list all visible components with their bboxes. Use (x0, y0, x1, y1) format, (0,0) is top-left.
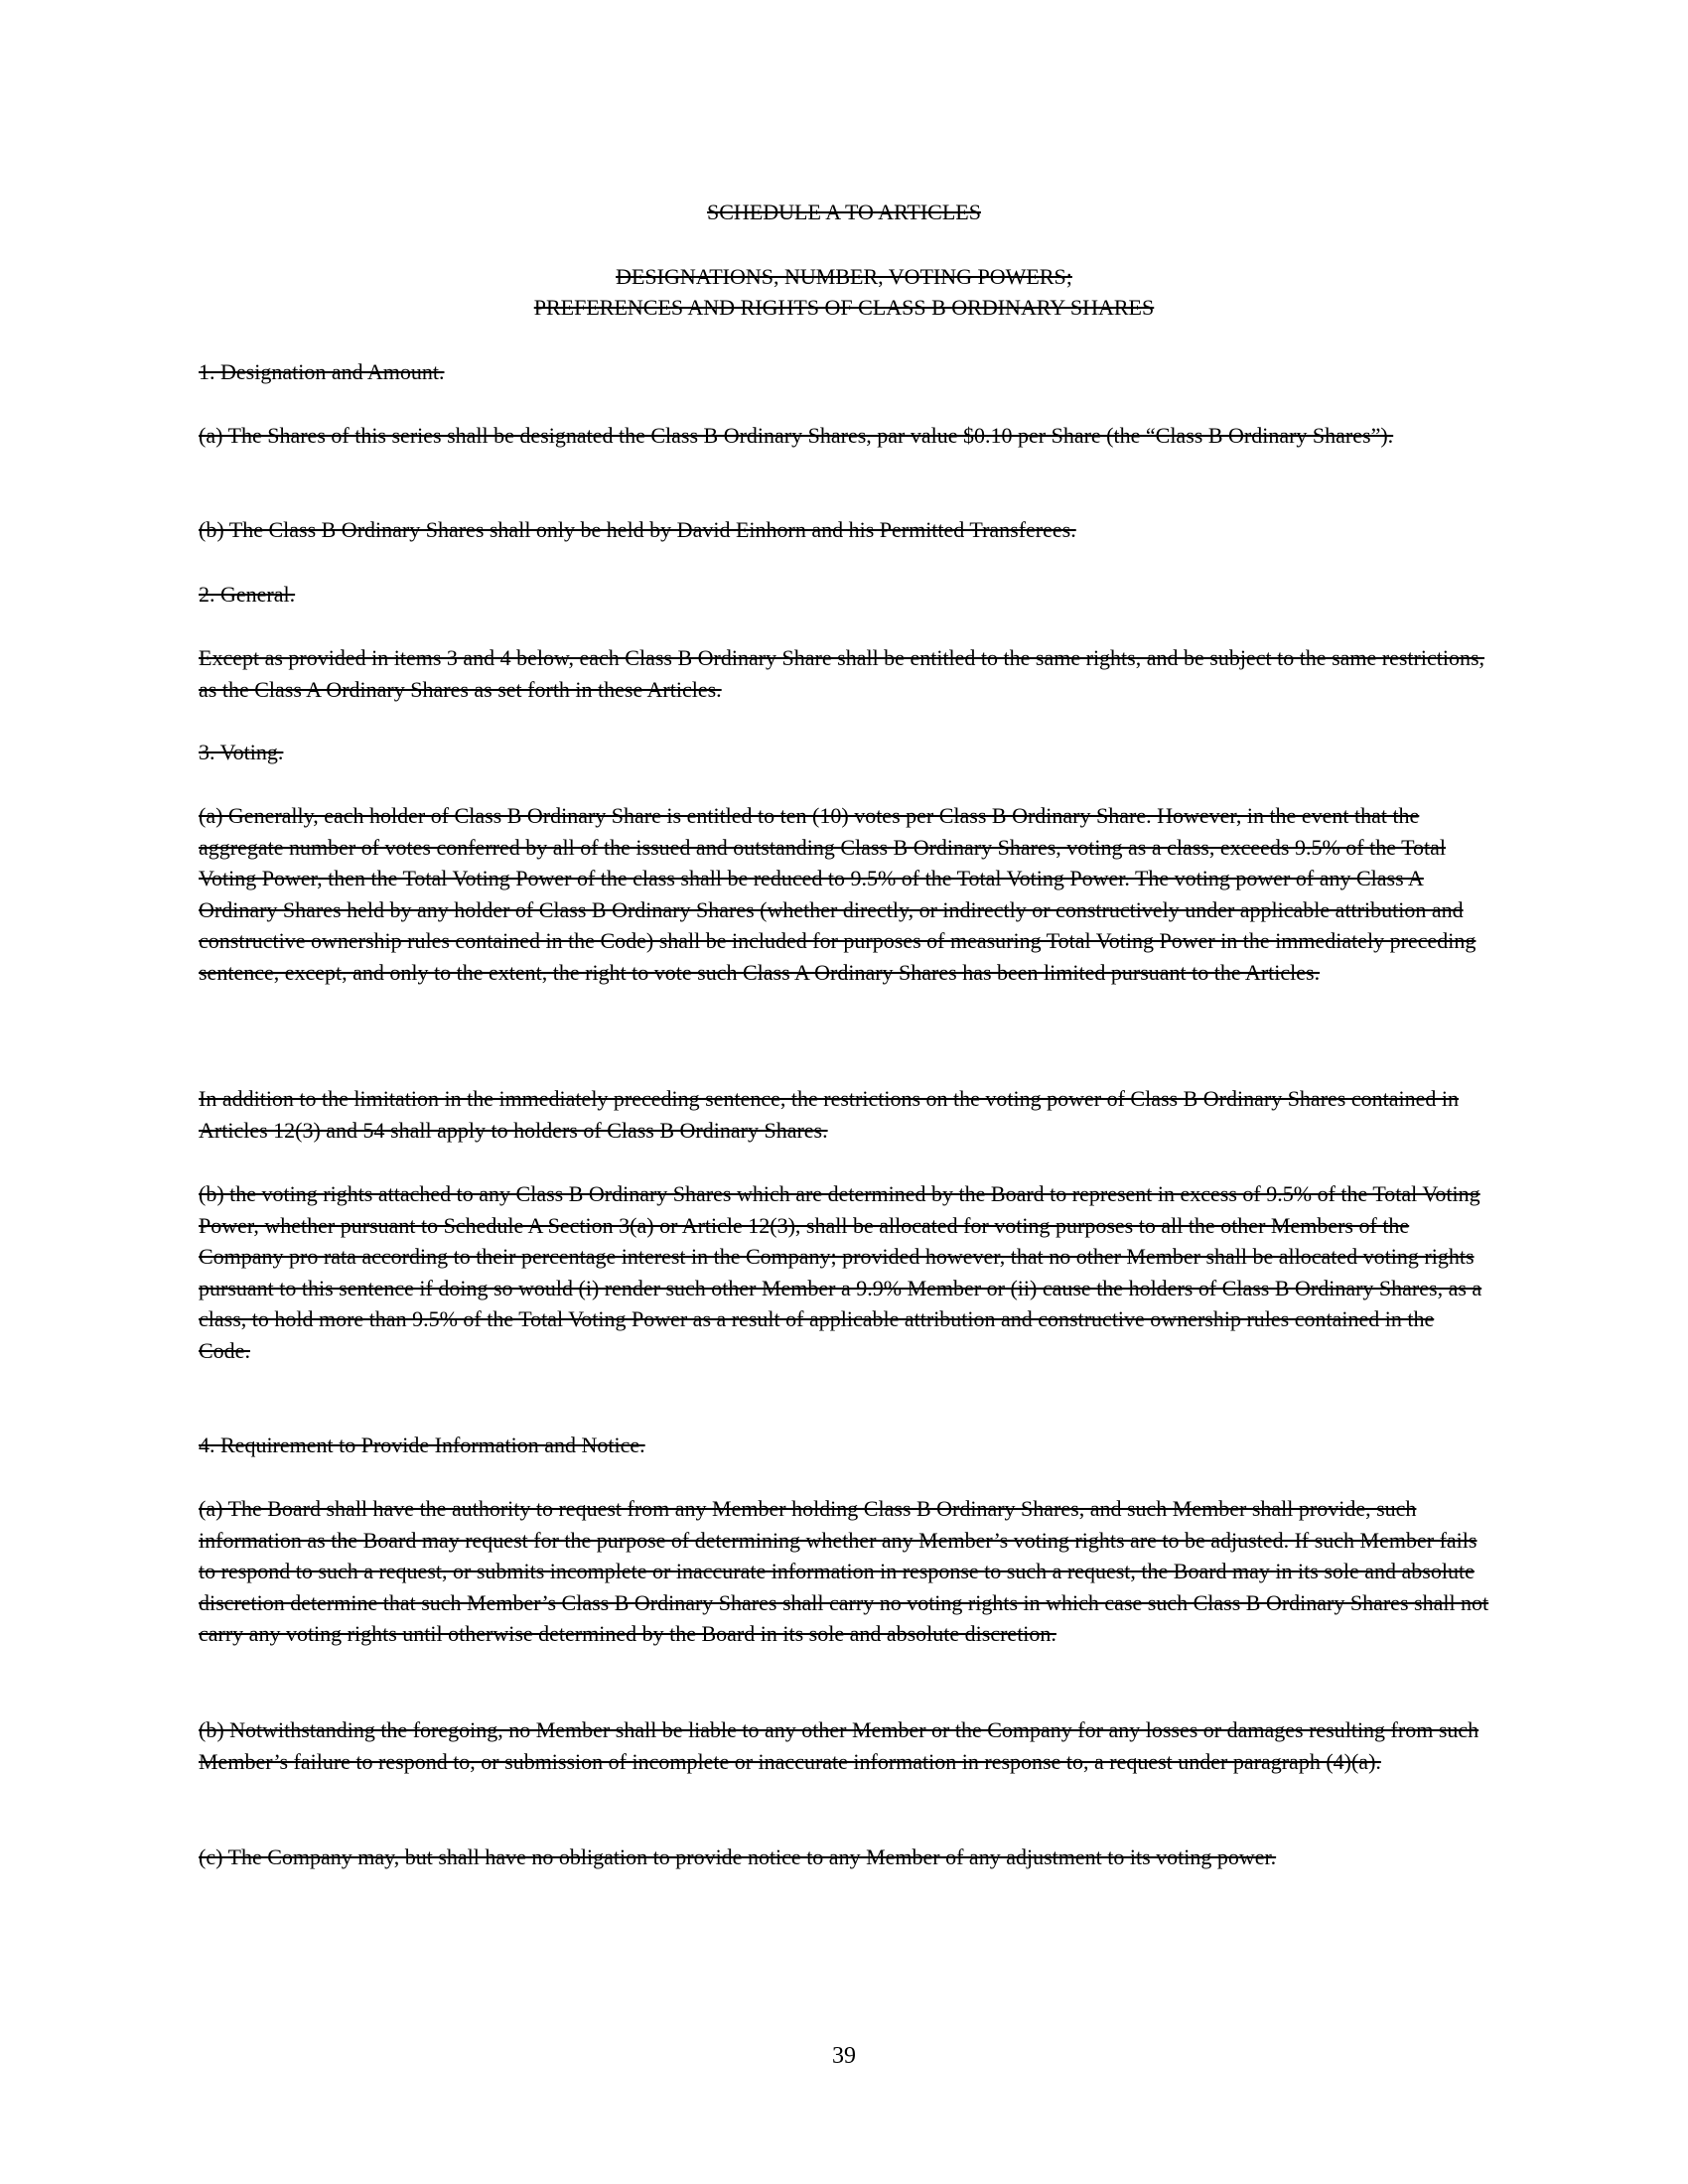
section-1-paragraph-a: (a) The Shares of this series shall be designated the Class B Ordinary Shares, par value $0.10 per Share (the “Class B Ordinary Shares”). (199, 423, 1394, 448)
section-4-paragraph-c: (c) The Company may, but shall have no obligation to provide notice to any Member of any adjustment to its voting power. (199, 1844, 1277, 1869)
section-4-paragraph-a: (a) The Board shall have the authority to request from any Member holding Class B Ordinary Shares, and such Member shall provide, such information as the Board may request for the purpose of determining whether any Member’s voting rights are to be adjusted. If such Member fails to respond to such a request, or submits incomplete or inaccurate information in response to such a request, the Board may in its sole and absolute discretion determine that such Member’s Class B Ordinary Shares shall carry no voting rights in which case such Class B Ordinary Shares shall not carry any voting rights until otherwise determined by the Board in its sole and absolute discretion. (199, 1496, 1489, 1646)
subtitle-line-1: DESIGNATIONS, NUMBER, VOTING POWERS; (616, 264, 1072, 289)
section-3-paragraph-addition: In addition to the limitation in the immediately preceding sentence, the restrictions on the voting power of Class B Ordinary Shares contained in Articles 12(3) and 54 shall apply to holders of Class B Ordinary Shares. (199, 1086, 1459, 1143)
section-4-paragraph-b: (b) Notwithstanding the foregoing, no Member shall be liable to any other Member or the Company for any losses or damages resulting from such Member’s failure to respond to, or submission of incomplete or inaccurate information in response to, a request under paragraph (4)(a). (199, 1717, 1479, 1774)
section-3-paragraph-a: (a) Generally, each holder of Class B Ordinary Share is entitled to ten (10) votes per Class B Ordinary Share. However, in the event that the aggregate number of votes conferred by all of the issued and outstanding Class B Ordinary Shares, voting as a class, exceeds 9.5% of the Total Voting Power, then the Total Voting Power of the class shall be reduced to 9.5% of the Total Voting Power. The voting power of any Class A Ordinary Shares held by any holder of Class B Ordinary Shares (whether directly, or indirectly or constructively under applicable attribution and constructive ownership rules contained in the Code) shall be included for purposes of measuring Total Voting Power in the immediately preceding sentence, except, and only to the extent, the right to vote such Class A Ordinary Shares has been limited pursuant to the Articles. (199, 803, 1477, 985)
section-1-paragraph-b: (b) The Class B Ordinary Shares shall only be held by David Einhorn and his Permitted Transferees. (199, 517, 1076, 542)
section-3-paragraph-b: (b) the voting rights attached to any Class B Ordinary Shares which are determined by the Board to represent in excess of 9.5% of the Total Voting Power, whether pursuant to Schedule A Section 3(a) or Article 12(3), shall be allocated for voting purposes to all the other Members of the Company pro rata according to their percentage interest in the Company; provided however, that no other Member shall be allocated voting rights pursuant to this sentence if doing so would (i) render such other Member a 9.9% Member or (ii) cause the holders of Class B Ordinary Shares, as a class, to hold more than 9.5% of the Total Voting Power as a result of applicable attribution and constructive ownership rules contained in the Code. (199, 1181, 1482, 1363)
section-4-heading: 4. Requirement to Provide Information and Notice. (199, 1433, 645, 1457)
page-number: 39 (832, 2043, 856, 2069)
subtitle-line-2: PREFERENCES AND RIGHTS OF CLASS B ORDINARY SHARES (533, 295, 1155, 320)
schedule-title: SCHEDULE A TO ARTICLES (707, 200, 981, 224)
section-2-paragraph: Except as provided in items 3 and 4 below, each Class B Ordinary Share shall be entitled to the same rights, and be subject to the same restrictions, as the Class A Ordinary Shares as set forth in these Articles. (199, 645, 1485, 702)
section-3-heading: 3. Voting. (199, 740, 284, 764)
section-2-heading: 2. General. (199, 582, 296, 607)
section-1-heading: 1. Designation and Amount. (199, 359, 445, 384)
